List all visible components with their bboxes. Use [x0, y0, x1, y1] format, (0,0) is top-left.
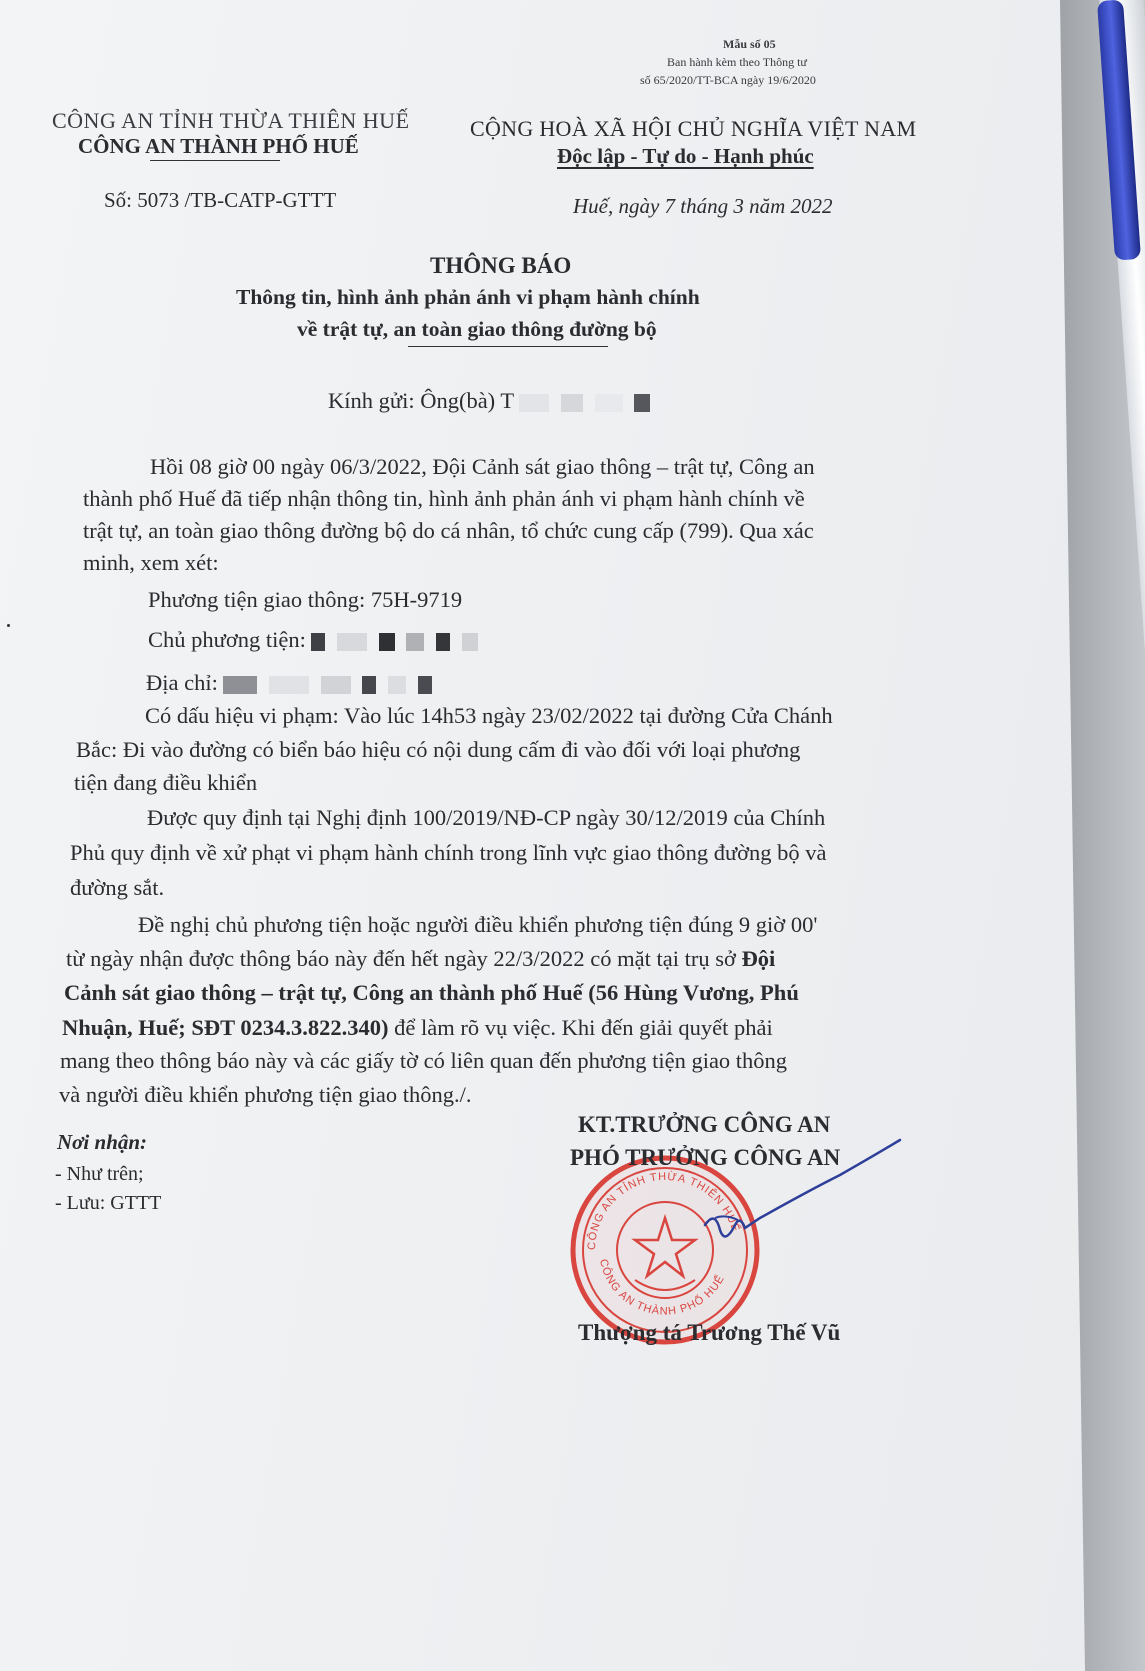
- address-label: Địa chỉ:: [146, 670, 218, 695]
- agency-underline: [150, 160, 280, 161]
- paragraph-line: và người điều khiển phương tiện giao thông./.: [59, 1082, 472, 1107]
- seal-text-bottom: CÔNG AN THÀNH PHỐ HUẾ: [596, 1257, 728, 1318]
- redaction-block: [337, 633, 367, 651]
- redaction-block: [519, 394, 549, 412]
- redaction-block: [634, 394, 650, 412]
- recipients-item: - Lưu: GTTT: [55, 1192, 162, 1214]
- document-subtitle-line1: Thông tin, hình ảnh phản ánh vi phạm hành chính: [236, 285, 700, 309]
- address-line: [146, 670, 438, 696]
- redaction-block: [406, 633, 424, 651]
- paragraph-line: Đề nghị chủ phương tiện hoặc người điều khiển phương tiện đúng 9 giờ 00': [138, 912, 818, 937]
- recipient-line: [328, 388, 656, 414]
- redaction-block: [436, 633, 450, 651]
- recipients-item: - Như trên;: [55, 1163, 144, 1185]
- margin-dot: [7, 624, 10, 627]
- form-note-line1: Ban hành kèm theo Thông tư: [667, 55, 807, 69]
- document-subtitle-line2: về trật tự, an toàn giao thông đường bộ: [297, 317, 657, 341]
- redaction-block: [321, 676, 351, 694]
- paragraph-line: tiện đang điều khiển: [74, 770, 258, 795]
- signature-role-2: PHÓ TRƯỞNG CÔNG AN: [570, 1145, 841, 1170]
- redaction-block: [362, 676, 376, 694]
- paragraph-line: Hồi 08 giờ 00 ngày 06/3/2022, Đội Cảnh sát giao thông – trật tự, Công an: [150, 454, 815, 479]
- redaction-block: [223, 676, 257, 694]
- owner-line: [148, 627, 484, 653]
- paragraph-line: Phủ quy định về xử phạt vi phạm hành chính trong lĩnh vực giao thông đường bộ và: [70, 840, 827, 865]
- form-note-line2: số 65/2020/TT-BCA ngày 19/6/2020: [640, 73, 816, 87]
- paragraph-text-bold: Nhuận, Huế; SĐT 0234.3.822.340): [62, 1015, 389, 1040]
- document-date: Huế, ngày 7 tháng 3 năm 2022: [573, 194, 833, 218]
- agency-name: CÔNG AN THÀNH PHỐ HUẾ: [78, 134, 359, 158]
- paragraph-line: Được quy định tại Nghị định 100/2019/NĐ-CP ngày 30/12/2019 của Chính: [147, 805, 826, 830]
- redaction-block: [311, 633, 325, 651]
- document-number: Số: 5073 /TB-CATP-GTTT: [104, 188, 337, 212]
- signer-name: Thượng tá Trương Thế Vũ: [578, 1320, 841, 1345]
- paragraph-line: trật tự, an toàn giao thông đường bộ do cá nhân, tổ chức cung cấp (799). Qua xác: [83, 518, 814, 543]
- title-underline: [408, 346, 608, 347]
- handwritten-signature: [690, 1130, 910, 1260]
- signature-role-1: KT.TRƯỞNG CÔNG AN: [578, 1112, 831, 1137]
- paragraph-line: [62, 1015, 773, 1041]
- paragraph-text: để làm rõ vụ việc. Khi đến giải quyết phải: [388, 1015, 773, 1040]
- owner-label: Chủ phương tiện:: [148, 627, 306, 652]
- redaction-block: [269, 676, 309, 694]
- redaction-block: [561, 394, 583, 412]
- recipients-label: Nơi nhận:: [57, 1130, 148, 1154]
- redaction-block: [595, 394, 623, 412]
- paragraph-line: đường sắt.: [70, 875, 165, 900]
- paragraph-line-bold: Cảnh sát giao thông – trật tự, Công an thành phố Huế (56 Hùng Vương, Phú: [64, 980, 799, 1005]
- nation-motto: Độc lập - Tự do - Hạnh phúc: [557, 144, 814, 168]
- agency-parent: CÔNG AN TỈNH THỪA THIÊN HUẾ: [52, 108, 410, 133]
- vehicle-plate: Phương tiện giao thông: 75H-9719: [148, 587, 463, 612]
- nation-name: CỘNG HOÀ XÃ HỘI CHỦ NGHĨA VIỆT NAM: [470, 116, 917, 141]
- recipient-label: Kính gửi: Ông(bà) T: [328, 388, 514, 413]
- seal-text-top: CÔNG AN TỈNH THỪA THIÊN HUẾ: [585, 1170, 742, 1251]
- paragraph-text-bold: Đội: [741, 946, 776, 971]
- document-title: THÔNG BÁO: [430, 253, 572, 278]
- paragraph-text: từ ngày nhận được thông báo này đến hết ngày 22/3/2022 có mặt tại trụ sở: [66, 946, 742, 971]
- redaction-block: [462, 633, 478, 651]
- form-number: Mẫu số 05: [723, 37, 776, 51]
- paragraph-line: minh, xem xét:: [83, 550, 219, 575]
- paragraph-line: thành phố Huế đã tiếp nhận thông tin, hình ảnh phản ánh vi phạm hành chính về: [83, 486, 805, 511]
- paragraph-line: Bắc: Đi vào đường có biển báo hiệu có nội dung cấm đi vào đối với loại phương: [76, 737, 801, 762]
- redaction-block: [418, 676, 432, 694]
- paragraph-line: mang theo thông báo này và các giấy tờ có liên quan đến phương tiện giao thông: [60, 1048, 788, 1073]
- paragraph-line: [66, 946, 775, 972]
- paragraph-line: Có dấu hiệu vi phạm: Vào lúc 14h53 ngày 23/02/2022 tại đường Cửa Chánh: [145, 703, 833, 728]
- redaction-block: [388, 676, 406, 694]
- redaction-block: [379, 633, 395, 651]
